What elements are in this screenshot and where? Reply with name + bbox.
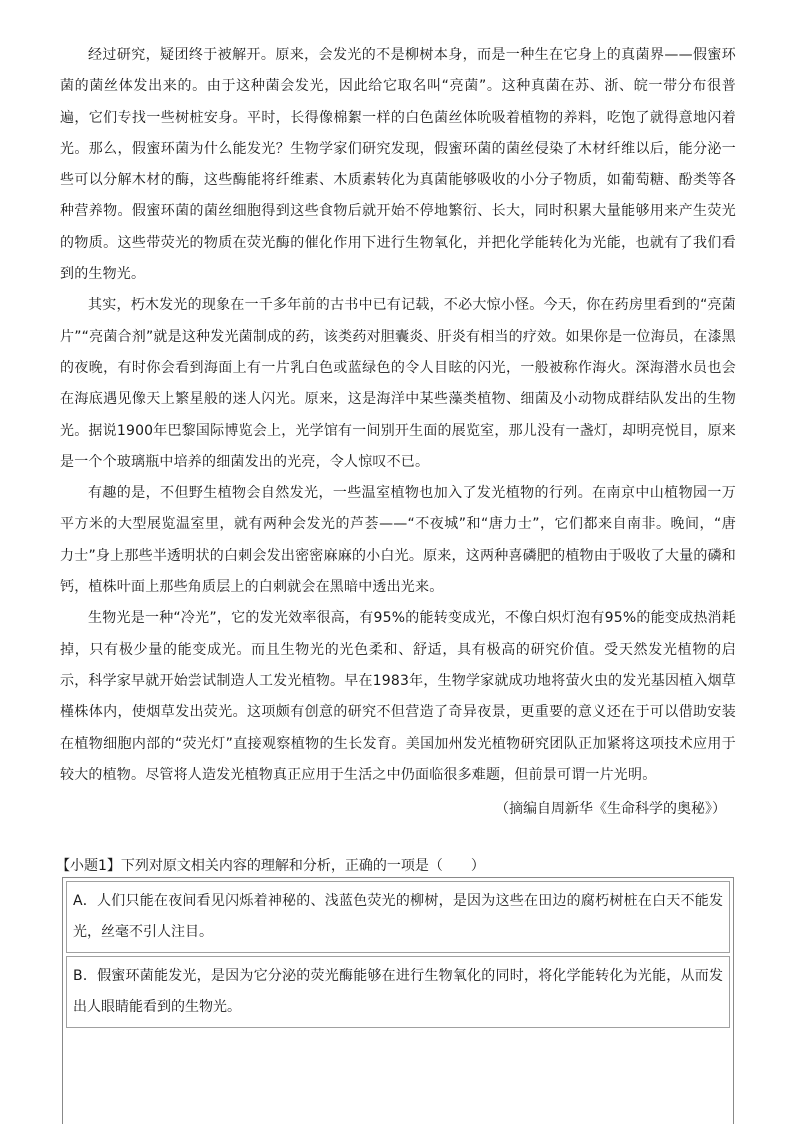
paragraph-4: 生物光是一种“冷光”，它的发光效率很高，有95%的能转变成光，不像白炽灯泡有95%的能变成热消耗掉，只有极少量的能变成光。而且生物光的光色柔和、舒适，具有极高的研究价值。受天然发光植物的启示，科学家早就开始尝试制造人工发光植物。早在1983年，生物学家就成功地将萤火虫的发光基因植入烟草槿株体内，使烟草发出荧光。这项颇有创意的研究不但营造了奇异夜景，更重要的意义还在于可以借助安装在植物细胞内部的“荧光灯”直接观察植物的生长发育。美国加州发光植物研究团队正加紧将这项技术应用于较大的植物。尽管将人造发光植物真正应用于生活之中仍面临很多难题，但前景可谓一片光明。 xyxy=(60,610,736,783)
passage xyxy=(56,40,736,874)
option-a[interactable]: A．人们只能在夜间看见闪烁着神秘的、浅蓝色荧光的柳树，是因为这些在田边的腐朽树桩在白天不能发光，丝毫不引人注目。 xyxy=(66,881,730,953)
paragraph-3: 有趣的是，不但野生植物会自然发光，一些温室植物也加入了发光植物的行列。在南京中山植物园一万平方米的大型展览温室里，就有两种会发光的芦荟——“不夜城”和“唐力士”，它们都来自南非。晚间，“唐力士”身上那些半透明状的白刺会发出密密麻麻的小白光。原来，这两种喜磷肥的植物由于吸收了大量的磷和钙，植株叶面上那些角质层上的白刺就会在黑暗中透出光来。 xyxy=(60,485,736,596)
question-stem: 【小题1】下列对原文相关内容的理解和分析，正确的一项是（ ） xyxy=(56,858,485,874)
paragraph-1: 经过研究，疑团终于被解开。原来，会发光的不是柳树本身，而是一种生在它身上的真菌界——假蜜环菌的菌丝体发出来的。由于这种菌会发光，因此给它取名叫“亮菌”。这种真菌在苏、浙、皖一带分布很普遍，它们专找一些树桩安身。平时，长得像棉絮一样的白色菌丝体吮吸着植物的养料，吃饱了就得意地闪着光。那么，假蜜环菌为什么能发光？生物学家们研究发现，假蜜环菌的菌丝侵染了木材纤维以后，能分泌一些可以分解木材的酶，这些酶能将纤维素、木质素转化为真菌能够吸收的小分子物质，如葡萄糖、酚类等各种营养物。假蜜环菌的菌丝细胞得到这些食物后就开始不停地繁衍、长大，同时积累大量能够用来产生荧光的物质。这些带荧光的物质在荧光酶的催化作用下进行生物氧化，并把化学能转化为光能，也就有了我们看到的生物光。 xyxy=(60,47,736,283)
options-box xyxy=(62,877,734,1124)
option-b[interactable]: B．假蜜环菌能发光，是因为它分泌的荧光酶能够在进行生物氧化的同时，将化学能转化为光能，从而发出人眼睛能看到的生物光。 xyxy=(66,956,730,1028)
paragraph-2: 其实，朽木发光的现象在一千多年前的古书中已有记载，不必大惊小怪。今天，你在药房里看到的“亮菌片”“亮菌合剂”就是这种发光菌制成的药，该类药对胆囊炎、肝炎有相当的疗效。如果你是一位海员，在漆黑的夜晚，有时你会看到海面上有一片乳白色或蓝绿色的令人目眩的闪光，一般被称作海火。深海潜水员也会在海底遇见像天上繁星般的迷人闪光。原来，这是海洋中某些藻类植物、细菌及小动物成群结队发出的生物光。据说1900年巴黎国际博览会上，光学馆有一间别开生面的展览室，那儿没有一盏灯，却明亮悦目，原来是一个个玻璃瓶中培养的细菌发出的光亮，令人惊叹不已。 xyxy=(60,297,736,470)
source-citation: （摘编自周新华《生命科学的奥秘》） xyxy=(495,801,726,818)
